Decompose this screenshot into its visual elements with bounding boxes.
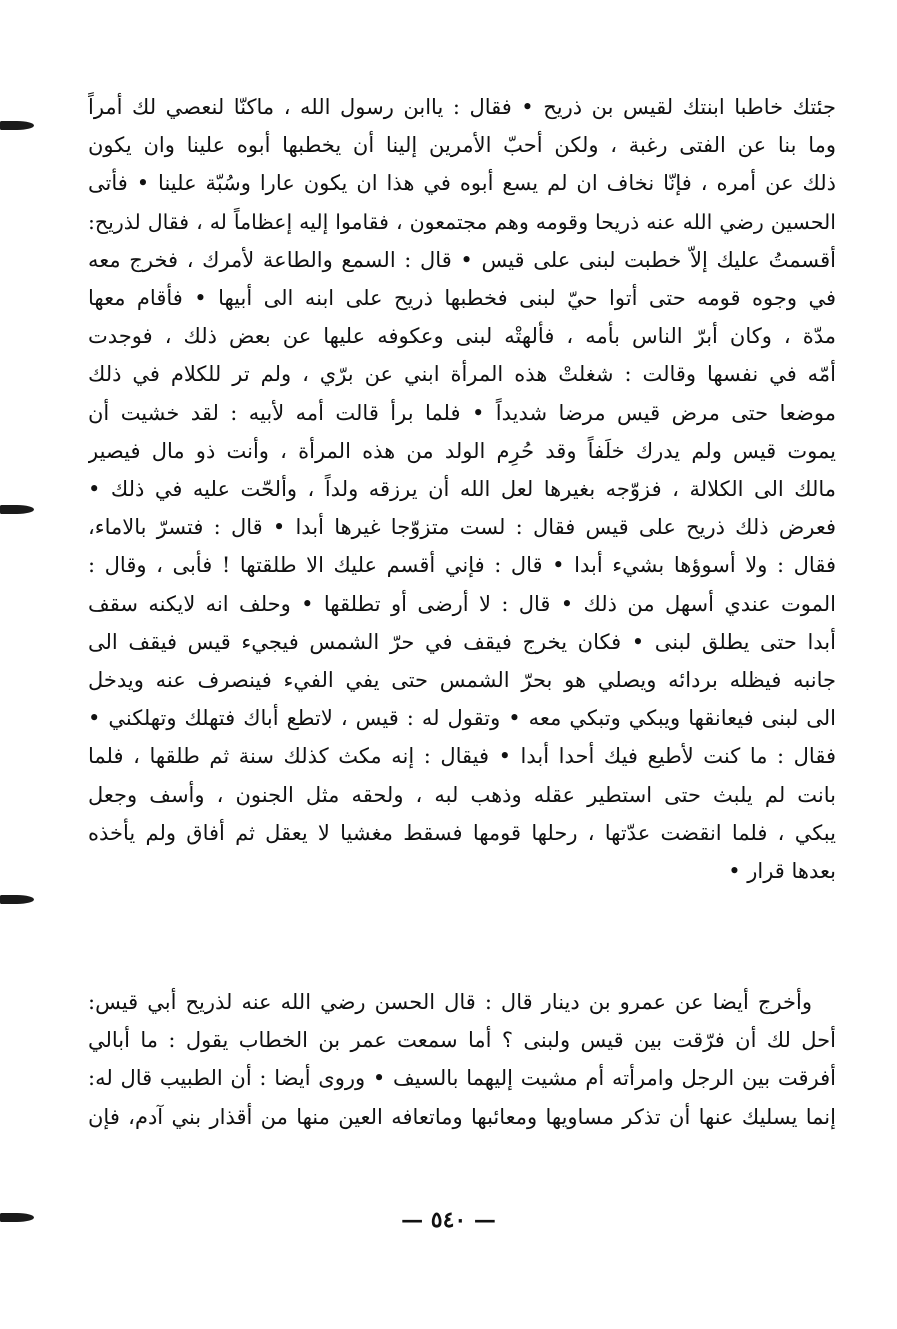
text-line: يموت قيس ولم يدرك خلَفاً وقد حُرِم الولد من هذه المرأة ، وأنت ذو مال فيصير xyxy=(88,438,836,463)
text-line: في وجوه قومه حتى أتوا حيّ لبنى فخطبها ذريح على ابنه الى أبيها • فأقام معها xyxy=(88,286,836,311)
text-line: الحسين رضي الله عنه ذريحا وقومه وهم مجتمعون ، فقاموا إليه إعظاماً له ، فقال لذريح: xyxy=(88,209,836,234)
page-number: — ٥٤٠ — xyxy=(401,1207,496,1233)
text-line: موضعا حتى مرض قيس مرضا شديداً • فلما برأ قالت أمه لأبيه : لقد خشيت أن xyxy=(88,400,836,425)
text-line: جئتك خاطبا ابنتك لقيس بن ذريح • فقال : ياابن رسول الله ، ماكنّا لنعصي لك أمراً xyxy=(88,95,836,119)
text-line: أبدا حتى يطلق لبنى • فكان يخرج فيقف في حرّ الشمس فيجيء قيس فيقف الى xyxy=(88,629,836,654)
text-line: أقسمتُ عليك إلاّ خطبت لبنى على قيس • قال : السمع والطاعة لأمرك ، فخرج معه xyxy=(88,247,836,272)
text-line: أحل لك أن فرّقت بين قيس ولبنى ؟ أما سمعت عمر بن الخطاب يقول : ما أبالي xyxy=(88,1028,836,1053)
text-line: فعرض ذلك ذريح على قيس فقال : لست متزوّجا غيرها أبدا • قال : فتسرّ بالاماء، xyxy=(88,515,836,540)
text-line: يبكي ، فلما انقضت عدّتها ، رحلها قومها فسقط مغشيا لا يعقل ثم أفاق ولم يأخذه xyxy=(88,820,836,845)
text-line: بعدها قرار • xyxy=(728,859,836,884)
text-line: إنما يسليك عنها أن تذكر مساويها ومعائبها وماتعافه العين منها من أقذار بني آدم، فإن xyxy=(88,1104,836,1129)
text-line: وما بنا عن الفتى رغبة ، ولكن أحبّ الأمرين إلينا أن يخطبها أبوه علينا وان يكون xyxy=(88,133,836,158)
text-line: الموت عندي أسهل من ذلك • قال : لا أرضى أو تطلقها • وحلف انه لايكنه سقف xyxy=(88,591,836,616)
text-line: وأخرج أيضا عن عمرو بن دينار قال : قال الحسن رضي الله عنه لذريح أبي قيس: xyxy=(88,990,812,1014)
text-line: أفرقت بين الرجل وامرأته أم مشيت إليهما بالسيف • وروى أيضا : أن الطبيب قال له: xyxy=(88,1066,836,1091)
text-line: مالك الى الكلالة ، فزوّجه بغيرها لعل الله أن يرزقه ولداً ، وألحّت عليه في ذلك • xyxy=(88,477,836,502)
text-line: جانبه فيظله بردائه ويصلي هو بحرّ الشمس حتى يفي الفيء فينصرف عنه ويدخل xyxy=(88,668,836,693)
text-line: أمّه في نفسها وقالت : شغلتْ هذه المرأة ابني عن برّي ، ولم تر للكلام في ذلك xyxy=(88,362,836,387)
text-line: مدّة ، وكان أبرّ الناس بأمه ، فألهتْه لبنى وعكوفه عليها عن بعض ذلك ، فوجدت xyxy=(88,324,836,349)
scan-margin-mark xyxy=(0,121,34,130)
paragraph-1 xyxy=(88,88,836,890)
text-line: الى لبنى فيعانقها ويبكي وتبكي معه • وتقول له : قيس ، لاتطع أباك فتهلك وتهلكني • xyxy=(88,706,836,731)
text-line: بانت لم يلبث حتى استطير عقله وذهب لبه ، ولحقه مثل الجنون ، وأسف وجعل xyxy=(88,782,836,807)
paragraph-2 xyxy=(88,983,836,1136)
scan-margin-mark xyxy=(0,895,34,904)
text-line: ذلك عن أمره ، فإنّا نخاف ان لم يسع أبوه في هذا ان يكون عارا وسُبّة علينا • فأتى xyxy=(88,171,836,196)
text-line: فقال : ولا أسوؤها بشيء أبدا • قال : فإني أقسم عليك الا طلقتها ! فأبى ، وقال : xyxy=(88,553,836,578)
scan-margin-mark xyxy=(0,505,34,514)
text-line: فقال : ما كنت لأطيع فيك أحدا أبدا • فيقال : إنه مكث كذلك سنة ثم طلقها ، فلما xyxy=(88,744,836,769)
